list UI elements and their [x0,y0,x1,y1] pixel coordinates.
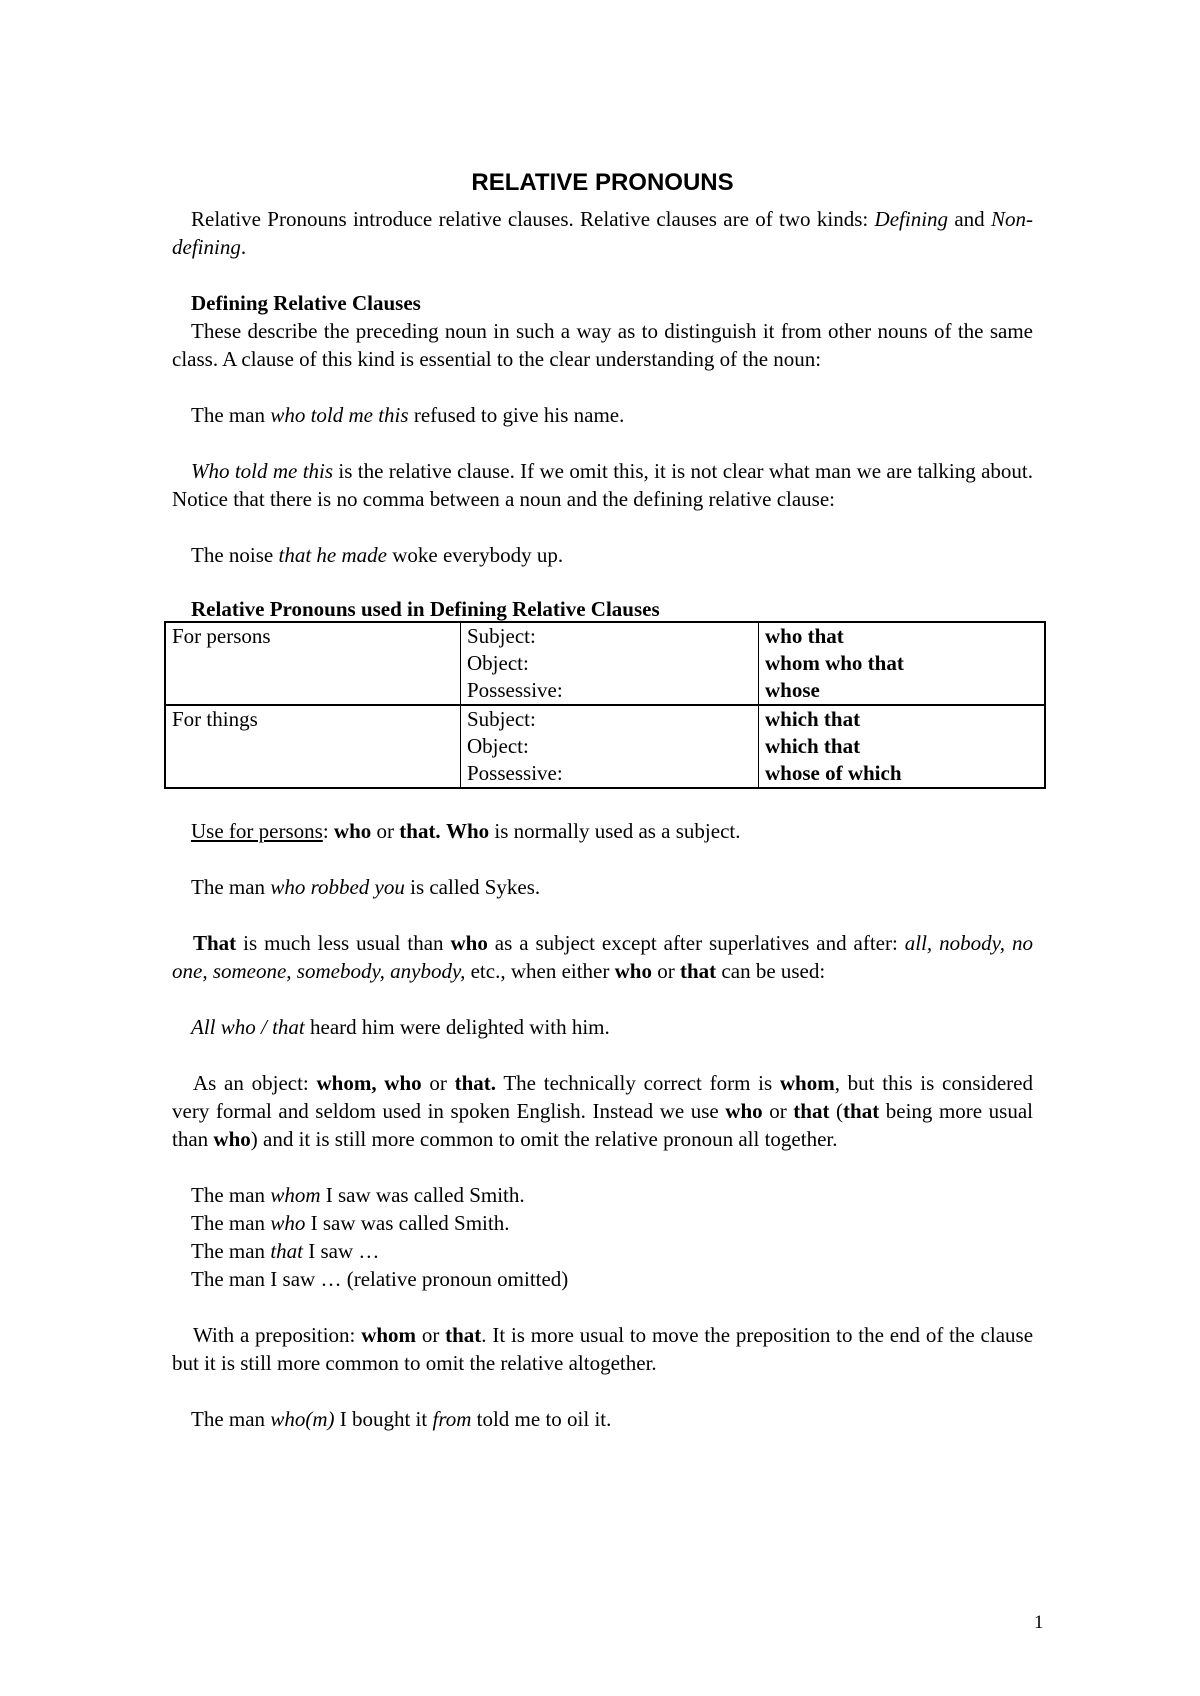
table-cell-pronouns: who that whom who that whose [759,622,1046,705]
example-sentence: The man who(m) I bought it from told me to oil it. [191,1407,612,1431]
preposition-usage-paragraph: With a preposition: whom or that. It is more usual to move the preposition to the end of the clause but it is still more common to omit the relative altogether. [172,1323,1034,1375]
table-cell-category: For things [165,705,461,788]
table-title: Relative Pronouns used in Defining Relative Clauses [191,597,660,621]
example-sentence: The man whom I saw was called Smith. [191,1183,525,1207]
relative-pronouns-table [164,621,1046,789]
example-sentence: The noise that he made woke everybody up. [191,543,564,567]
page-number: 1 [1034,1612,1044,1633]
table-row [165,622,1045,705]
example-sentence: All who / that heard him were delighted with him. [191,1015,610,1039]
use-for-persons-paragraph: Use for persons: who or that. Who is normally used as a subject. [191,819,741,843]
example-sentence: The man that I saw … [191,1239,380,1263]
object-usage-paragraph: As an object: whom, who or that. The technically correct form is whom, but this is considered very formal and seldom used in spoken English. Instead we use who or that (that being more usual than who) and it is still more common to omit the relative pronoun all together. [172,1071,1033,1151]
page-title: RELATIVE PRONOUNS [471,169,734,196]
example-sentence: The man I saw … (relative pronoun omitted) [191,1267,569,1291]
table-row [165,705,1045,788]
that-usage-paragraph: That is much less usual than who as a subject except after superlatives and after: all, nobody, no one, someone, somebody, anybody, etc., when either who or that can be used: [172,931,1033,983]
section-heading: Defining Relative Clauses [191,291,421,315]
table-cell-pronouns: which that which that whose of which [759,705,1046,788]
example-sentence: The man who robbed you is called Sykes. [191,875,541,899]
document-body [172,168,1033,1433]
table-cell-labels: Subject: Object: Possessive: [461,705,759,788]
table-cell-category: For persons [165,622,461,705]
example-sentence: The man who I saw was called Smith. [191,1211,510,1235]
description-paragraph: These describe the preceding noun in such a way as to distinguish it from other nouns of the same class. A clause of this kind is essential to the clear understanding of the noun: [172,319,1033,371]
table-cell-labels: Subject: Object: Possessive: [461,622,759,705]
intro-paragraph: Relative Pronouns introduce relative clauses. Relative clauses are of two kinds: Defining and Non-defining. [172,207,1033,259]
example-sentence: The man who told me this refused to give his name. [191,403,625,427]
explanation-paragraph: Who told me this is the relative clause. If we omit this, it is not clear what man we are talking about. Notice that there is no comma between a noun and the defining relative clause: [172,459,1033,511]
